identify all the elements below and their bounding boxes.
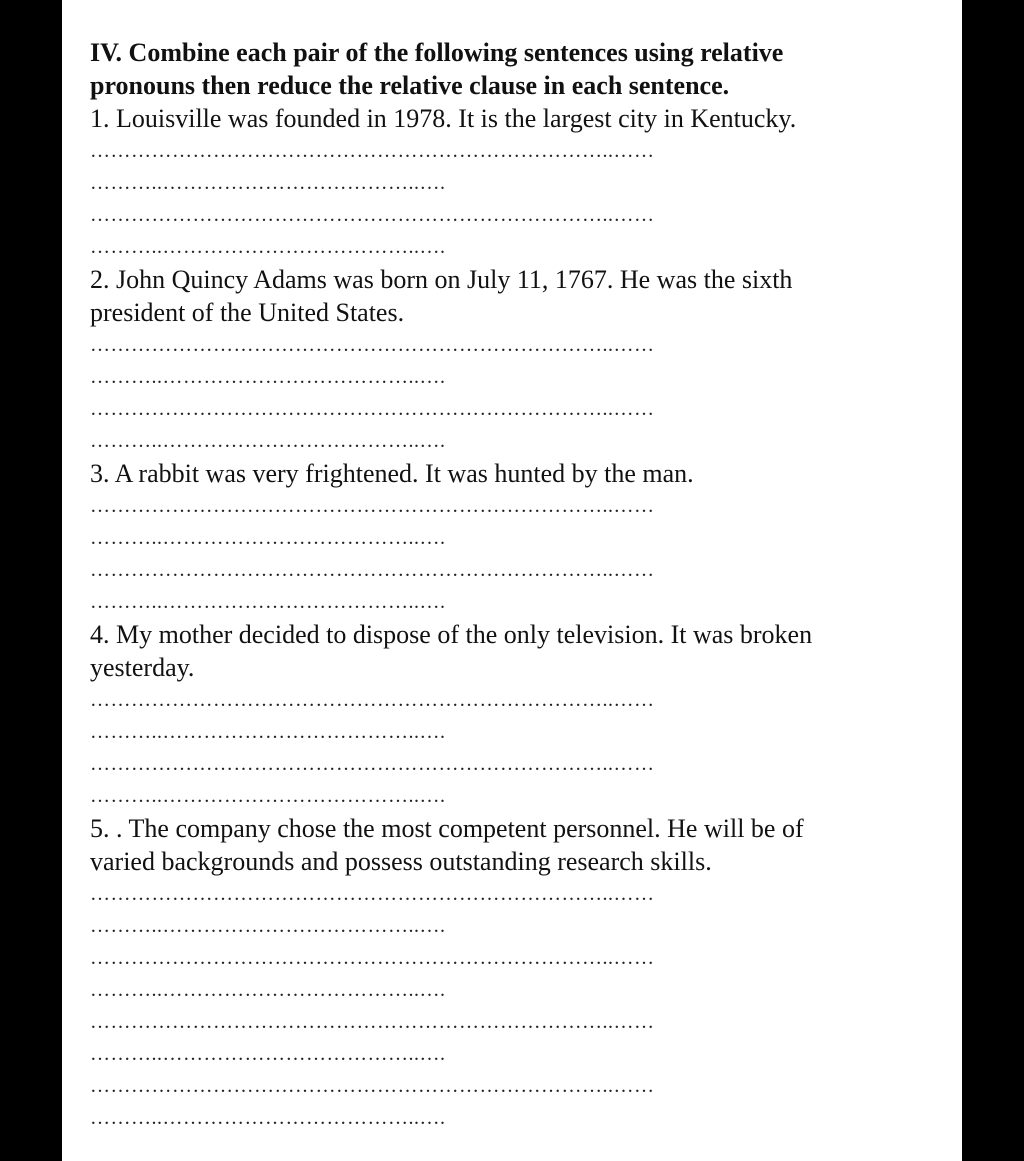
question-1-text — [90, 102, 930, 135]
question-line: 3. A rabbit was very frightened. It was hunted by the man. — [90, 459, 694, 488]
exercise-iv — [90, 36, 930, 1134]
question-line: 1. Louisville was founded in 1978. It is the largest city in Kentucky. — [90, 104, 797, 133]
question-line: 5. . The company chose the most competent personnel. He will be of — [90, 814, 804, 843]
answer-line[interactable]: …………………………………………………………………..…… — [90, 753, 655, 775]
question-line: 4. My mother decided to dispose of the only television. It was broken — [90, 620, 813, 649]
question-5 — [90, 812, 930, 1134]
answer-line[interactable]: ………..………………………………..…. — [90, 430, 446, 452]
answer-line[interactable]: …………………………………………………………………..…… — [90, 947, 655, 969]
question-3 — [90, 457, 930, 618]
answer-line[interactable]: …………………………………………………………………..…… — [90, 398, 655, 420]
answer-line[interactable]: …………………………………………………………………..…… — [90, 140, 655, 162]
question-4-text — [90, 618, 930, 684]
question-line: president of the United States. — [90, 298, 405, 327]
heading-line-2: pronouns then reduce the relative clause in each sentence. — [90, 71, 730, 100]
exercise-heading — [90, 36, 930, 102]
answer-line[interactable]: …………………………………………………………………..…… — [90, 883, 655, 905]
question-3-text — [90, 457, 930, 490]
answer-line[interactable]: ………..………………………………..…. — [90, 915, 446, 937]
answer-line[interactable]: ………..………………………………..…. — [90, 785, 446, 807]
answer-line[interactable]: ………..………………………………..…. — [90, 236, 446, 258]
answer-line[interactable]: ………..………………………………..…. — [90, 979, 446, 1001]
answer-line[interactable]: …………………………………………………………………..…… — [90, 559, 655, 581]
question-2-text — [90, 263, 930, 329]
worksheet-page — [62, 0, 962, 1161]
answer-line[interactable]: ………..………………………………..…. — [90, 1043, 446, 1065]
answer-line[interactable]: …………………………………………………………………..…… — [90, 689, 655, 711]
question-line: 2. John Quincy Adams was born on July 11, 1767. He was the sixth — [90, 265, 793, 294]
answer-line[interactable]: ………..………………………………..…. — [90, 366, 446, 388]
answer-line[interactable]: …………………………………………………………………..…… — [90, 334, 655, 356]
answer-line[interactable]: …………………………………………………………………..…… — [90, 1075, 655, 1097]
answer-line[interactable]: …………………………………………………………………..…… — [90, 495, 655, 517]
heading-line-1: IV. Combine each pair of the following sentences using relative — [90, 38, 784, 67]
answer-line[interactable]: …………………………………………………………………..…… — [90, 1011, 655, 1033]
question-2 — [90, 263, 930, 457]
answer-line[interactable]: ………..………………………………..…. — [90, 172, 446, 194]
question-line: yesterday. — [90, 653, 195, 682]
question-5-text — [90, 812, 930, 878]
question-line: varied backgrounds and possess outstanding research skills. — [90, 847, 712, 876]
answer-line[interactable]: ………..………………………………..…. — [90, 721, 446, 743]
answer-line[interactable]: …………………………………………………………………..…… — [90, 204, 655, 226]
question-1 — [90, 102, 930, 263]
question-4 — [90, 618, 930, 812]
answer-line[interactable]: ………..………………………………..…. — [90, 1107, 446, 1129]
answer-line[interactable]: ………..………………………………..…. — [90, 591, 446, 613]
answer-line[interactable]: ………..………………………………..…. — [90, 527, 446, 549]
